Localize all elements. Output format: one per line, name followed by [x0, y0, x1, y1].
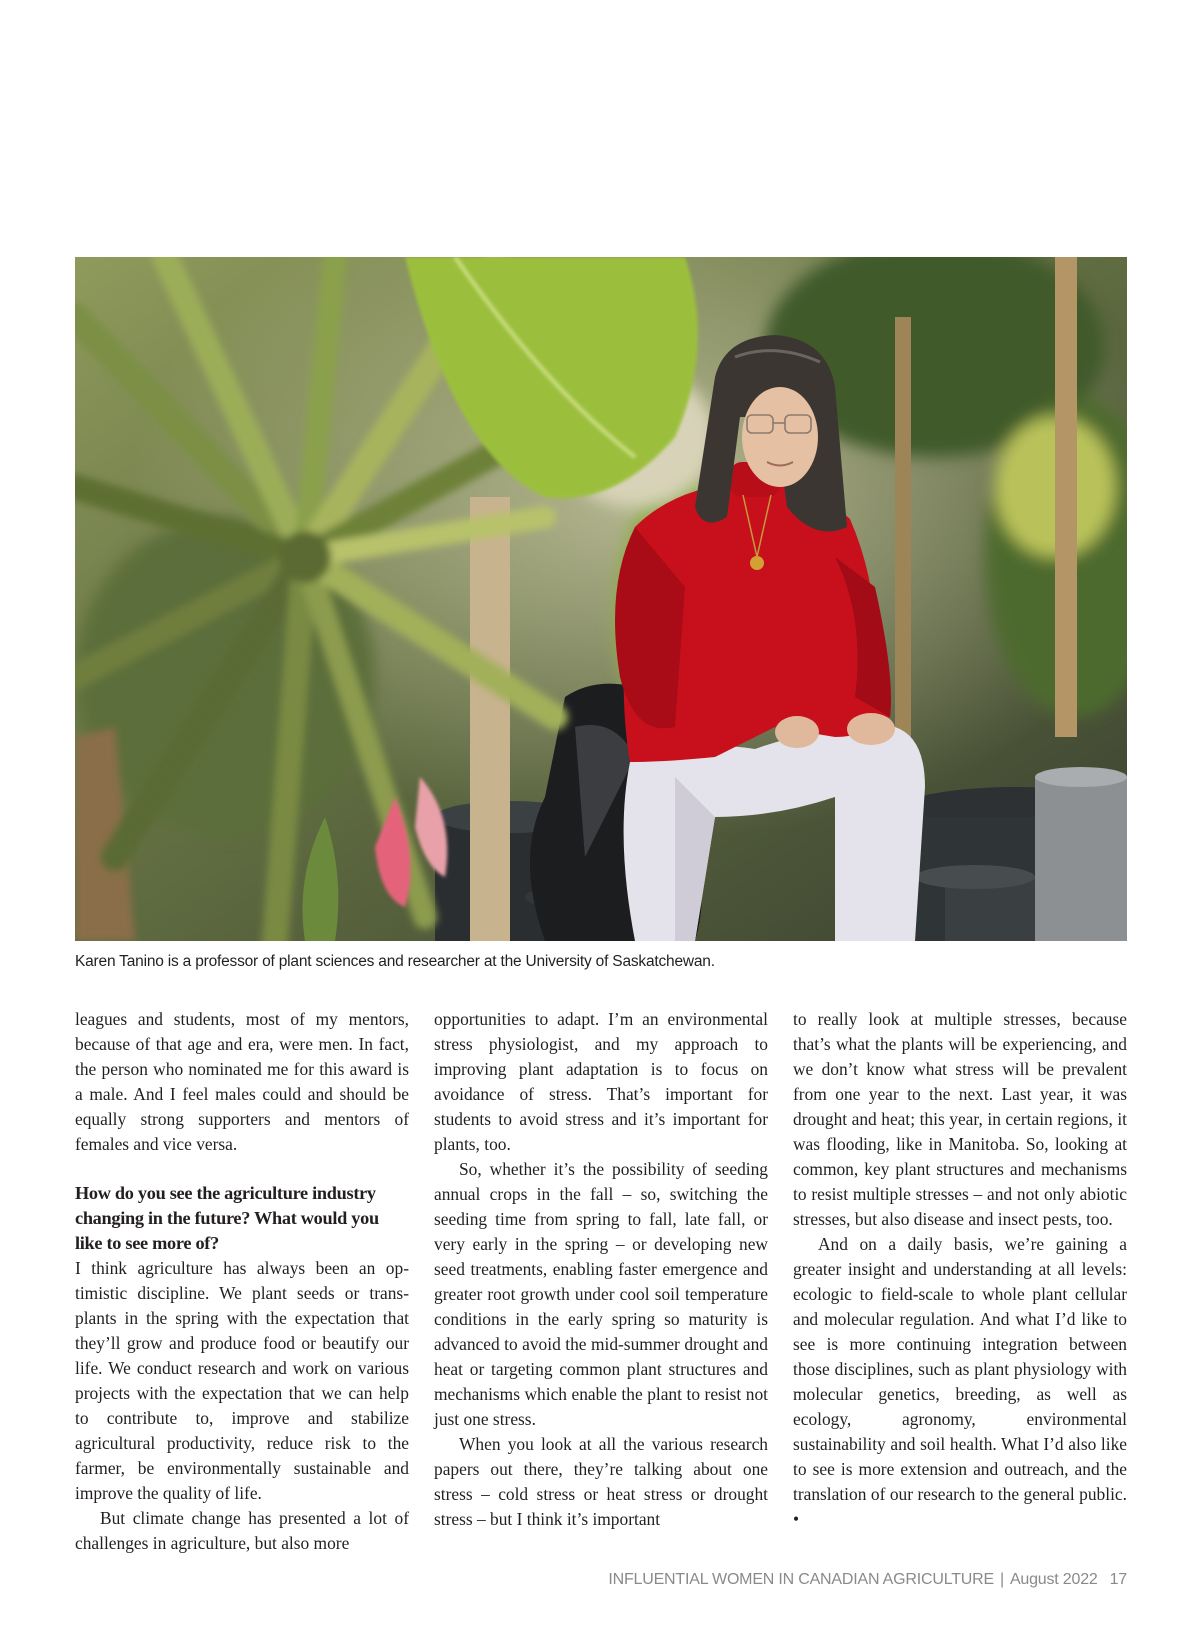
text-column-2: [434, 1007, 768, 1532]
paragraph: But climate change has presented a lot of challenges in agriculture, but also more: [75, 1508, 409, 1553]
interview-question-heading: How do you see the agriculture industry changing in the future? What would you like to see more of?: [75, 1183, 379, 1253]
paragraph: to really look at multiple stresses, because that’s what the plants will be experiencing, and we don’t know what stress will be prevalent from one year to the next. Last year, it was drought and heat; this year, in certain regions, it was flooding, like in Manitoba. So, looking at common, key plant structures and mechanisms to resist multiple stresses – and not only abiotic stresses, but also disease and insect pests, too.: [793, 1009, 1127, 1229]
text-column-1: [75, 1007, 409, 1556]
photo-caption: Karen Tanino is a professor of plant sciences and researcher at the University of Saskatchewan.: [75, 953, 715, 970]
publication-name: INFLUENTIAL WOMEN IN CANADIAN AGRICULTURE: [608, 1571, 994, 1588]
paragraph: So, whether it’s the possibility of seeding annual crops in the fall – so, switching the seeding time from spring to fall, late fall, or very early in the spring – or developing new seed treatments, enabling faster emergence and greater root growth under cool soil temperature conditions in the early spring so maturity is advanced to avoid the mid-summer drought and heat or targeting common plant structures and mechanisms which enable the plant to resist not just one stress.: [434, 1159, 768, 1429]
text-column-3: [793, 1007, 1127, 1532]
paragraph: When you look at all the various research papers out there, they’re talking about one stress – cold stress or heat stress or drought stress – but I think it’s important: [434, 1434, 768, 1529]
paragraph: opportunities to adapt. I’m an environmental stress physiologist, and my approach to improving plant adaptation is to focus on avoidance of stress. That’s important for students to avoid stress and it’s important for plants, too.: [434, 1009, 768, 1154]
page-footer: [0, 1571, 1127, 1589]
paragraph: And on a daily basis, we’re gaining a greater insight and understanding at all levels: ecologic to field-scale to whole plant cellular and molecular regulation. And what I’d like to see is more continuing integration between those disciplines, such as plant physiology with molecular genetics, breeding, as well as ecology, agronomy, environmental sustainability and soil health. What I’d also like to see is more extension and outreach, and the translation of our research to the general public. •: [793, 1234, 1127, 1529]
feature-photo: [75, 257, 1127, 941]
paragraph: leagues and students, most of my mentors, because of that age and era, were men. In fact, the person who nominated me for this award is a male. And I feel males could and should be equally strong supporters and mentors of females and vice versa.: [75, 1009, 409, 1154]
paragraph: I think agriculture has always been an optimistic discipline. We plant seeds or transplants in the spring with the expectation that they’ll grow and produce food or beautify our life. We conduct research and work on various projects with the expectation that we can help to contribute to, improve and stabilize agricultural productivity, reduce risk to the farmer, be environmentally sustainable and improve the quality of life.: [75, 1258, 409, 1503]
footer-separator: |: [999, 1571, 1004, 1588]
issue-date: August 2022: [1009, 1571, 1098, 1588]
page-number: 17: [1109, 1571, 1127, 1588]
